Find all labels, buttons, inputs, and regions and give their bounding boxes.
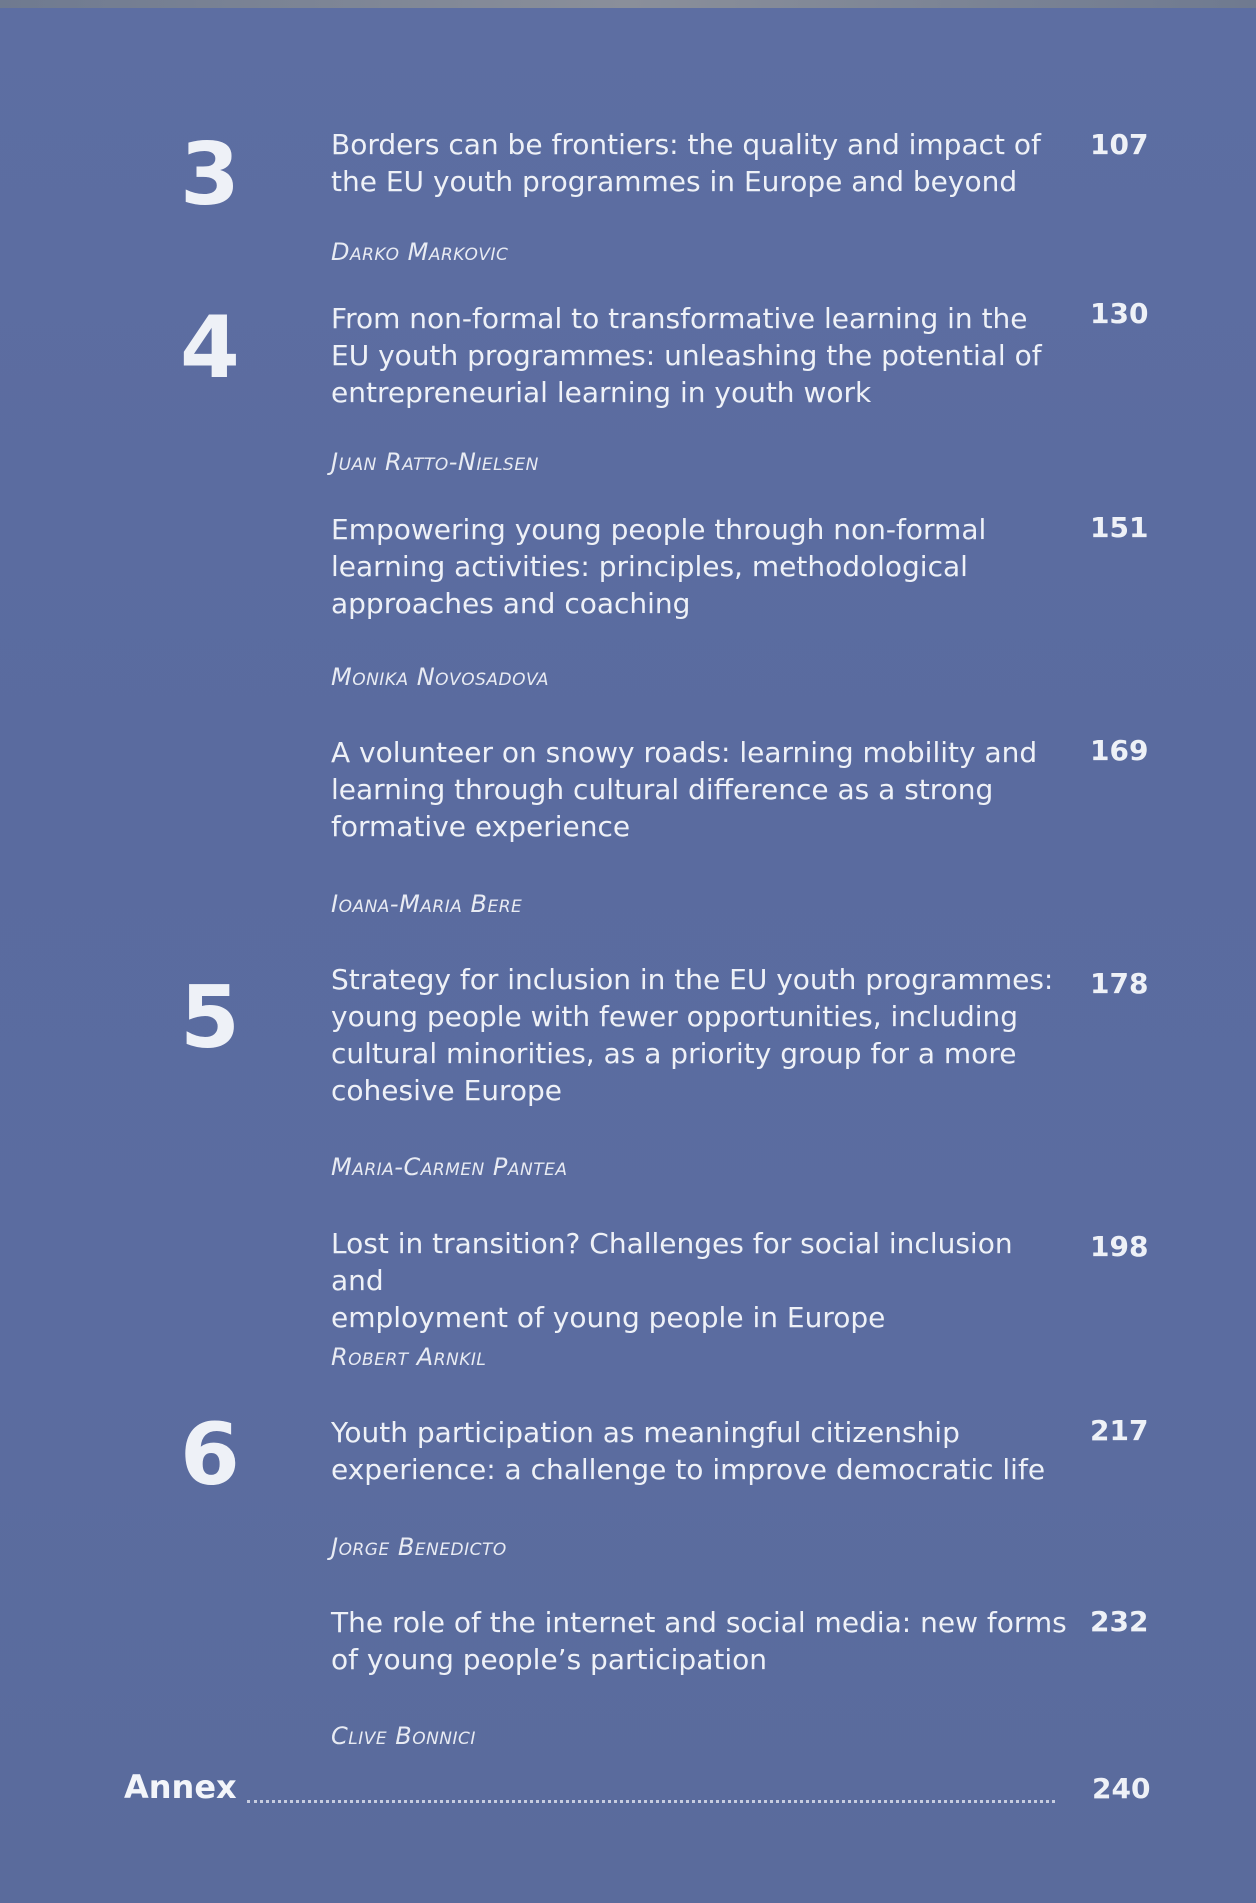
entry-author: Robert Arnkil	[331, 1343, 487, 1371]
entry-title: Strategy for inclusion in the EU youth programmes: young people with fewer opportunities, including cultural minorities, as a priority group for a more cohesive Europe	[331, 963, 1054, 1107]
annex-page-number: 240	[1092, 1772, 1151, 1805]
entry-author: Ioana-Maria Bere	[331, 890, 523, 918]
entry-page-number: 151	[1090, 511, 1149, 544]
entry-title: Lost in transition? Challenges for social inclusion and employment of young people in Europe	[331, 1227, 1013, 1334]
entry-page-number: 130	[1090, 297, 1149, 330]
entry-page-number: 107	[1090, 128, 1149, 161]
toc-entry[interactable]	[331, 1225, 1071, 1336]
entry-page-number: 198	[1090, 1230, 1149, 1263]
toc-entry[interactable]	[331, 1414, 1071, 1488]
entry-title: Borders can be frontiers: the quality and impact of the EU youth programmes in Europe and beyond	[331, 128, 1041, 198]
toc-entry[interactable]	[331, 961, 1071, 1109]
entry-page-number: 232	[1090, 1605, 1149, 1638]
entry-author: Juan Ratto-Nielsen	[331, 448, 539, 476]
toc-entry[interactable]	[331, 511, 1071, 622]
entry-author: Monika Novosadova	[331, 663, 550, 691]
toc-entry[interactable]	[331, 126, 1071, 200]
chapter-number-5: 5	[180, 968, 240, 1068]
entry-author: Maria-Carmen Pantea	[331, 1153, 568, 1181]
entry-title: Youth participation as meaningful citizenship experience: a challenge to improve democratic life	[331, 1416, 1046, 1486]
toc-entry[interactable]	[331, 734, 1071, 845]
top-edge	[0, 0, 1256, 8]
entry-page-number: 217	[1090, 1414, 1149, 1447]
annex-label[interactable]: Annex	[124, 1768, 237, 1806]
entry-page-number: 169	[1090, 734, 1149, 767]
entry-author: Darko Markovic	[331, 238, 509, 266]
entry-title: A volunteer on snowy roads: learning mobility and learning through cultural difference as a strong formative experience	[331, 736, 1038, 843]
entry-title: Empowering young people through non-formal learning activities: principles, methodological approaches and coaching	[331, 513, 987, 620]
entry-author: Jorge Benedicto	[331, 1533, 507, 1561]
chapter-number-3: 3	[180, 125, 240, 225]
entry-author: Clive Bonnici	[331, 1722, 476, 1750]
toc-entry[interactable]	[331, 300, 1071, 411]
dot-leader	[247, 1780, 1055, 1803]
entry-page-number: 178	[1090, 967, 1149, 1000]
toc-entry[interactable]	[331, 1604, 1071, 1678]
chapter-number-6: 6	[180, 1405, 240, 1505]
entry-title: The role of the internet and social media: new forms of young people’s participation	[331, 1606, 1067, 1676]
chapter-number-4: 4	[180, 298, 240, 398]
entry-title: From non-formal to transformative learning in the EU youth programmes: unleashing the potential of entrepreneurial learning in youth work	[331, 302, 1042, 409]
